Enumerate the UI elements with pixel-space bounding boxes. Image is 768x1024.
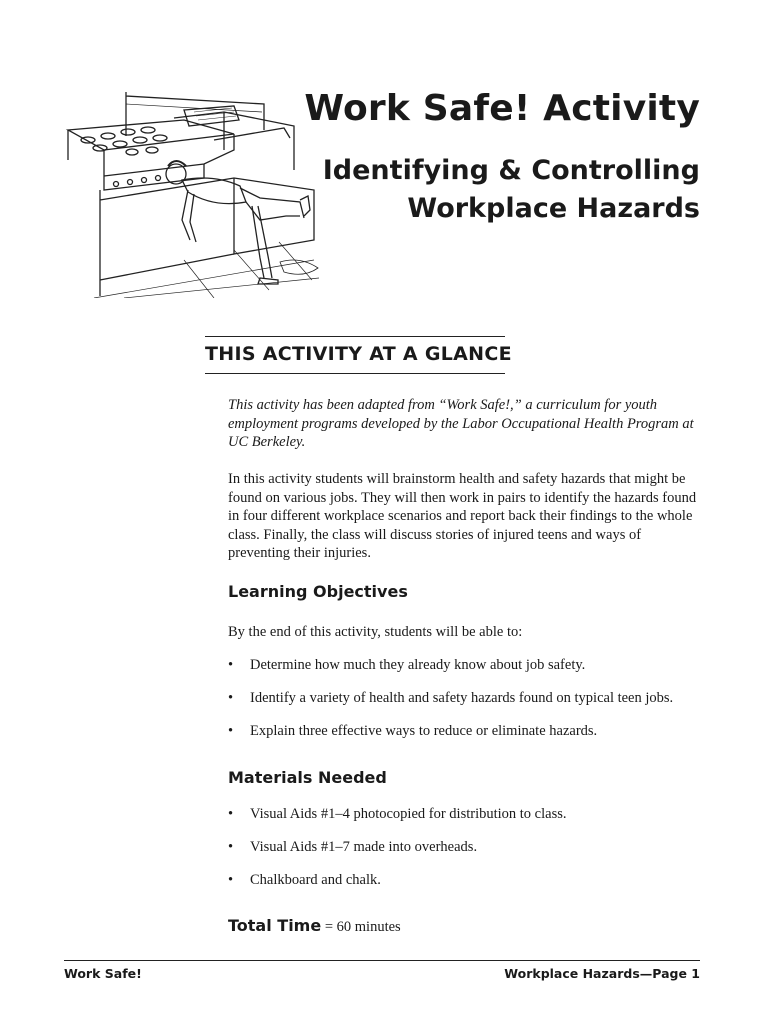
glance-heading: THIS ACTIVITY AT A GLANCE — [205, 343, 512, 365]
activity-description: In this activity students will brainstorm health and safety hazards that might be found on various jobs. They will then work in pairs to identify the hazards found in four different workplace scenarios and report back their findings to the whole class. Finally, the class will discuss stories of injured teens and ways of preventing their injuries. — [228, 471, 697, 561]
adaptation-note: This activity has been adapted from “Work Safe!,” a curriculum for youth employment programs developed by the Labor Occupational Health Program at UC Berkeley. — [228, 397, 694, 450]
footer-rule — [64, 960, 700, 961]
footer-right: Workplace Hazards—Page 1 — [504, 966, 700, 981]
objectives-lead: By the end of this activity, students will be able to: — [228, 624, 523, 640]
list-item: • Determine how much they already know about job safety. — [228, 657, 586, 673]
list-item: • Visual Aids #1–4 photocopied for distribution to class. — [228, 806, 567, 822]
list-item: • Chalkboard and chalk. — [228, 872, 381, 888]
materials-heading: Materials Needed — [228, 768, 387, 787]
subtitle-line-2: Workplace Hazards — [407, 193, 700, 224]
footer-left: Work Safe! — [64, 966, 142, 981]
objectives-heading: Learning Objectives — [228, 582, 408, 601]
total-time-value: = 60 minutes — [324, 919, 401, 935]
glance-bottom-rule — [205, 373, 505, 374]
materials-list — [228, 805, 704, 904]
page-subtitle — [320, 152, 700, 228]
total-time-label: Total Time — [228, 916, 322, 935]
objectives-list — [228, 656, 704, 755]
page-title: Work Safe! Activity — [304, 88, 700, 129]
glance-top-rule — [205, 336, 505, 337]
list-item: • Identify a variety of health and safety hazards found on typical teen jobs. — [228, 690, 674, 706]
total-time — [228, 916, 401, 936]
list-item: • Explain three effective ways to reduce or eliminate hazards. — [228, 723, 598, 739]
list-item: • Visual Aids #1–7 made into overheads. — [228, 839, 478, 855]
subtitle-line-1: Identifying & Controlling — [322, 155, 700, 186]
kitchen-worker-illustration — [64, 90, 326, 298]
